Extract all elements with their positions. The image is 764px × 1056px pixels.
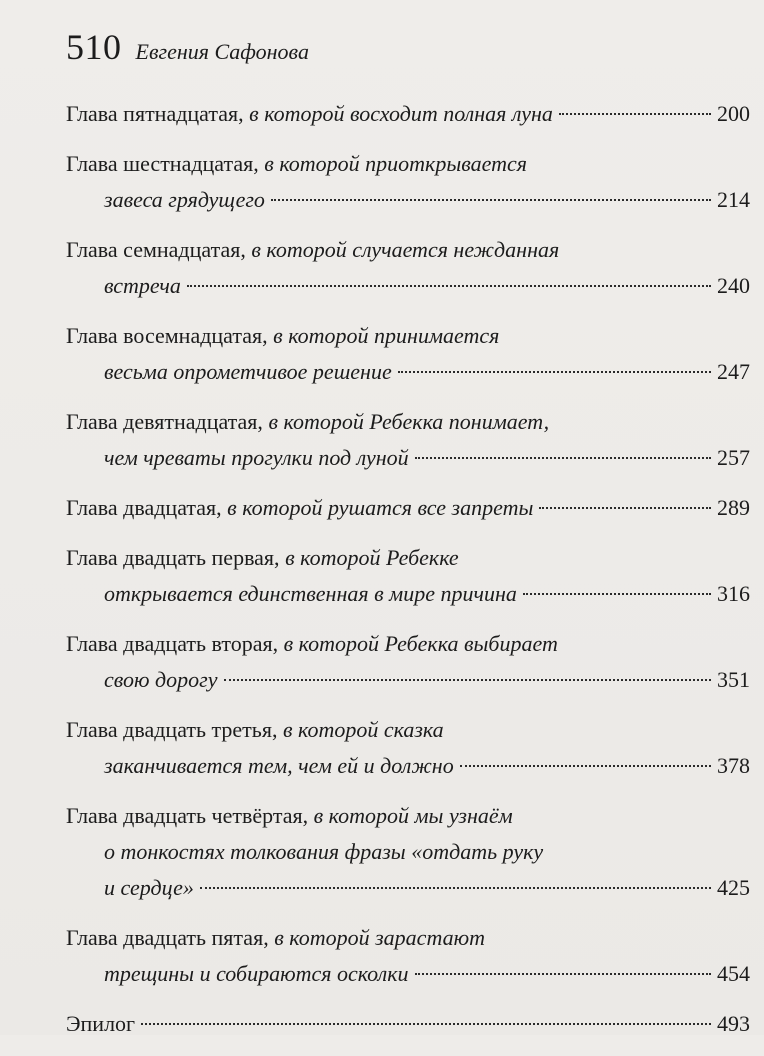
- chapter-title: Глава девятнадцатая,: [66, 409, 263, 434]
- table-of-contents: [66, 96, 750, 1056]
- chapter-subtitle: в которой рушатся все запреты: [227, 495, 534, 520]
- chapter-title: Глава семнадцатая,: [66, 237, 246, 262]
- toc-line: [66, 490, 750, 526]
- chapter-subtitle: в которой восходит полная луна: [249, 101, 553, 126]
- toc-line: [66, 440, 750, 476]
- author-name: Евгения Сафонова: [135, 39, 309, 64]
- toc-line: [66, 96, 750, 132]
- toc-page-number: 493: [717, 1011, 750, 1036]
- toc-page-number: 316: [717, 581, 750, 606]
- dot-leader: [415, 457, 711, 459]
- chapter-title: Глава двадцатая,: [66, 495, 222, 520]
- chapter-title: Глава восемнадцатая,: [66, 323, 268, 348]
- dot-leader: [141, 1023, 711, 1025]
- toc-entry: [66, 626, 750, 698]
- toc-line: [66, 182, 750, 218]
- chapter-title: Глава двадцать четвёртая,: [66, 803, 309, 828]
- toc-line: [66, 146, 750, 182]
- chapter-subtitle: в которой зарастают: [274, 925, 485, 950]
- toc-entry: [66, 920, 750, 992]
- chapter-subtitle: в которой Ребекка понимает,: [268, 409, 550, 434]
- chapter-subtitle: весьма опрометчивое решение: [104, 359, 392, 384]
- running-header: [66, 26, 309, 68]
- toc-line: [66, 920, 750, 956]
- dot-leader: [415, 973, 711, 975]
- chapter-subtitle: чем чреваты прогулки под луной: [104, 445, 409, 470]
- chapter-title: Эпилог: [66, 1011, 136, 1036]
- chapter-subtitle: открывается единственная в мире причина: [104, 581, 517, 606]
- toc-line: [66, 662, 750, 698]
- toc-page-number: 240: [717, 273, 750, 298]
- chapter-subtitle: в которой мы узнаём: [313, 803, 513, 828]
- toc-entry: [66, 490, 750, 526]
- chapter-title: Глава двадцать вторая,: [66, 631, 279, 656]
- toc-entry: [66, 96, 750, 132]
- toc-line: [66, 268, 750, 304]
- toc-line: [66, 576, 750, 612]
- toc-entry: [66, 540, 750, 612]
- chapter-subtitle: завеса грядущего: [104, 187, 265, 212]
- toc-line: [66, 318, 750, 354]
- chapter-title: Глава двадцать пятая,: [66, 925, 269, 950]
- chapter-subtitle: в которой принимается: [273, 323, 500, 348]
- dot-leader: [523, 593, 711, 595]
- toc-line: [66, 834, 750, 870]
- toc-entry: [66, 146, 750, 218]
- toc-entry: [66, 318, 750, 390]
- chapter-title: Глава двадцать первая,: [66, 545, 280, 570]
- page-number: 510: [66, 27, 122, 67]
- toc-page-number: 247: [717, 359, 750, 384]
- dot-leader: [200, 887, 711, 889]
- toc-page-number: 289: [717, 495, 750, 520]
- toc-line: [66, 798, 750, 834]
- chapter-subtitle: в которой приоткрывается: [264, 151, 528, 176]
- toc-line: [66, 712, 750, 748]
- toc-page-number: 200: [717, 101, 750, 126]
- toc-entry: [66, 798, 750, 906]
- chapter-subtitle: трещины и собираются осколки: [104, 961, 409, 986]
- toc-line: [66, 404, 750, 440]
- toc-line: [66, 354, 750, 390]
- chapter-subtitle: о тонкостях толкования фразы «отдать руку: [104, 839, 544, 864]
- toc-page-number: 214: [717, 187, 750, 212]
- toc-entry: [66, 232, 750, 304]
- chapter-subtitle: в которой Ребекка выбирает: [283, 631, 558, 656]
- toc-page-number: 257: [717, 445, 750, 470]
- toc-page-number: 454: [717, 961, 750, 986]
- chapter-subtitle: в которой Ребекке: [285, 545, 459, 570]
- chapter-title: Глава шестнадцатая,: [66, 151, 259, 176]
- toc-page-number: 425: [717, 875, 750, 900]
- toc-entry: [66, 1006, 750, 1042]
- toc-line: [66, 540, 750, 576]
- toc-page-number: 351: [717, 667, 750, 692]
- chapter-subtitle: встреча: [104, 273, 181, 298]
- toc-entry: [66, 404, 750, 476]
- dot-leader: [224, 679, 711, 681]
- chapter-subtitle: свою дорогу: [104, 667, 218, 692]
- toc-line: [66, 748, 750, 784]
- chapter-subtitle: в которой случается нежданная: [251, 237, 560, 262]
- dot-leader: [559, 113, 711, 115]
- dot-leader: [187, 285, 711, 287]
- toc-line: [66, 870, 750, 906]
- chapter-title: Глава двадцать третья,: [66, 717, 278, 742]
- chapter-subtitle: заканчивается тем, чем ей и должно: [104, 753, 454, 778]
- toc-line: [66, 956, 750, 992]
- chapter-subtitle: в которой сказка: [282, 717, 444, 742]
- toc-page-number: 378: [717, 753, 750, 778]
- dot-leader: [539, 507, 711, 509]
- toc-entry: [66, 712, 750, 784]
- dot-leader: [398, 371, 711, 373]
- dot-leader: [271, 199, 711, 201]
- dot-leader: [460, 765, 711, 767]
- toc-line: [66, 626, 750, 662]
- toc-line: [66, 232, 750, 268]
- chapter-title: Глава пятнадцатая,: [66, 101, 244, 126]
- toc-line: [66, 1006, 750, 1042]
- chapter-subtitle: и сердце»: [104, 875, 194, 900]
